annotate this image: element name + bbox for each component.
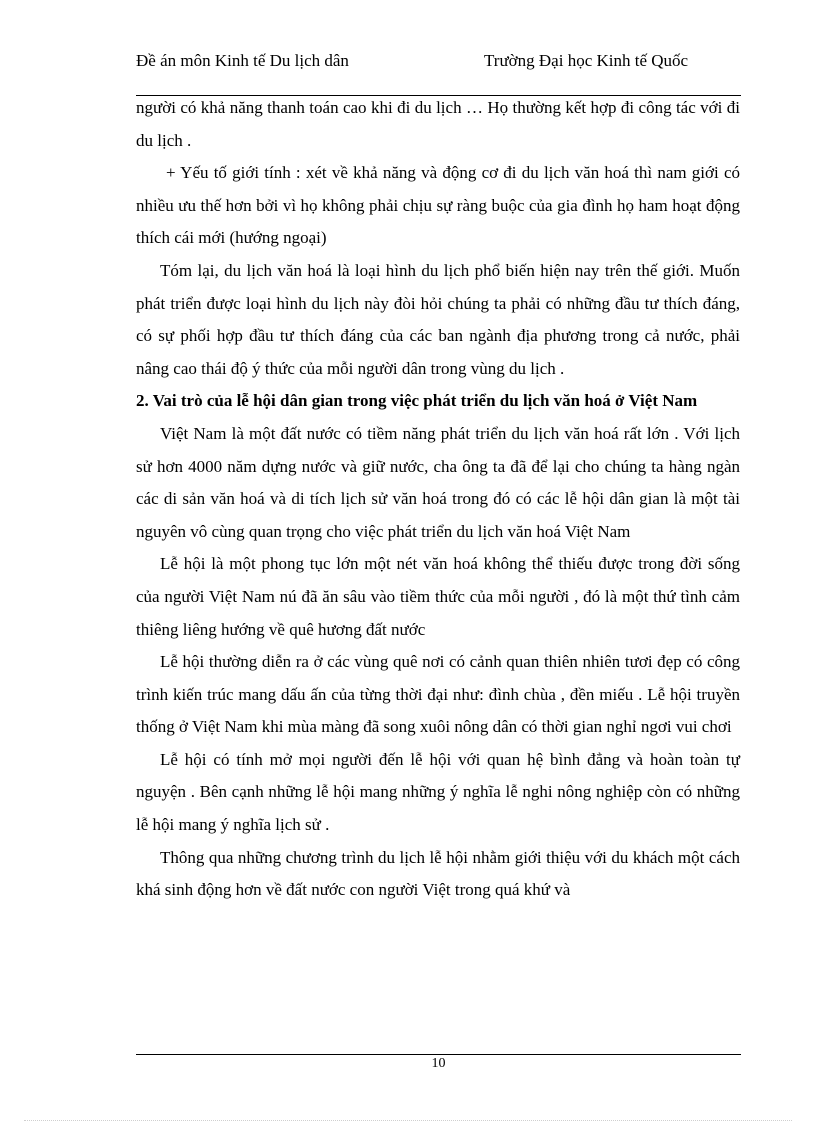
paragraph-gender-factor: + Yếu tố giới tính : xét về khả năng và động cơ đi du lịch văn hoá thì nam giới có nhiều ưu thế hơn bởi vì họ không phải chịu sự ràng buộc của gia đình họ ham hoạt động thích cái mới (hướng ngoại) bbox=[136, 163, 740, 248]
section-heading: 2. Vai trò của lễ hội dân gian trong việc phát triển du lịch văn hoá ở Việt Nam bbox=[136, 391, 698, 411]
document-body bbox=[136, 92, 740, 907]
paragraph-festival-location: Lễ hội thường diễn ra ở các vùng quê nơi có cảnh quan thiên nhiên tươi đẹp có công trình kiến trúc mang dấu ấn của từng thời đại như: đình chùa , đền miếu . Lễ hội truyền thống ở Việt Nam khi mùa màng đã song xuôi nông dân có thời gian nghỉ ngơi vui chơi bbox=[136, 652, 740, 737]
page-header bbox=[136, 50, 741, 96]
paragraph-continuation: người có khả năng thanh toán cao khi đi du lịch … Họ thường kết hợp đi công tác với đi du lịch . bbox=[136, 98, 740, 150]
paragraph-summary: Tóm lại, du lịch văn hoá là loại hình du lịch phổ biến hiện nay trên thế giới. Muốn phát triển được loại hình du lịch này đòi hỏi chúng ta phải có những đầu tư thích đáng, có sự phối hợp đầu tư thích đáng của các ban ngành địa phương trong cả nước, phải nâng cao thái độ ý thức của mỗi người dân trong vùng du lịch . bbox=[136, 260, 740, 378]
header-university-name: Trường Đại học Kinh tế Quốc bbox=[484, 51, 689, 70]
page-number: 10 bbox=[431, 1056, 446, 1071]
header-course-title: Đề án môn Kinh tế Du lịch dân bbox=[136, 51, 349, 70]
paragraph-festival-custom: Lễ hội là một phong tục lớn một nét văn hoá không thể thiếu được trong đời sống của người Việt Nam nú đã ăn sâu vào tiềm thức của mỗi người , đó là một thứ tình cảm thiêng liêng hướng về quê hương đất nước bbox=[136, 554, 740, 639]
paragraph-festival-openness: Lễ hội có tính mở mọi người đến lễ hội với quan hệ bình đẳng và hoàn toàn tự nguyện . Bên cạnh những lễ hội mang những ý nghĩa lễ nghi nông nghiệp còn có những lễ hội mang ý nghĩa lịch sử . bbox=[136, 749, 740, 835]
paragraph-festival-tourism: Thông qua những chương trình du lịch lễ hội nhằm giới thiệu với du khách một cách khá sinh động hơn về đất nước con người Việt trong quá khứ và bbox=[136, 847, 740, 900]
footer-divider bbox=[136, 1054, 741, 1055]
paragraph-vietnam-potential: Việt Nam là một đất nước có tiềm năng phát triển du lịch văn hoá rất lớn . Với lịch sử hơn 4000 năm dựng nước và giữ nước, cha ông ta đã để lại cho chúng ta hàng ngàn các di sản văn hoá và di tích lịch sử văn hoá trong đó có các lễ hội dân gian là một tài nguyên vô cùng quan trọng cho việc phát triển du lịch văn hoá Việt Nam bbox=[136, 423, 740, 541]
page-bottom-edge bbox=[24, 1120, 792, 1121]
